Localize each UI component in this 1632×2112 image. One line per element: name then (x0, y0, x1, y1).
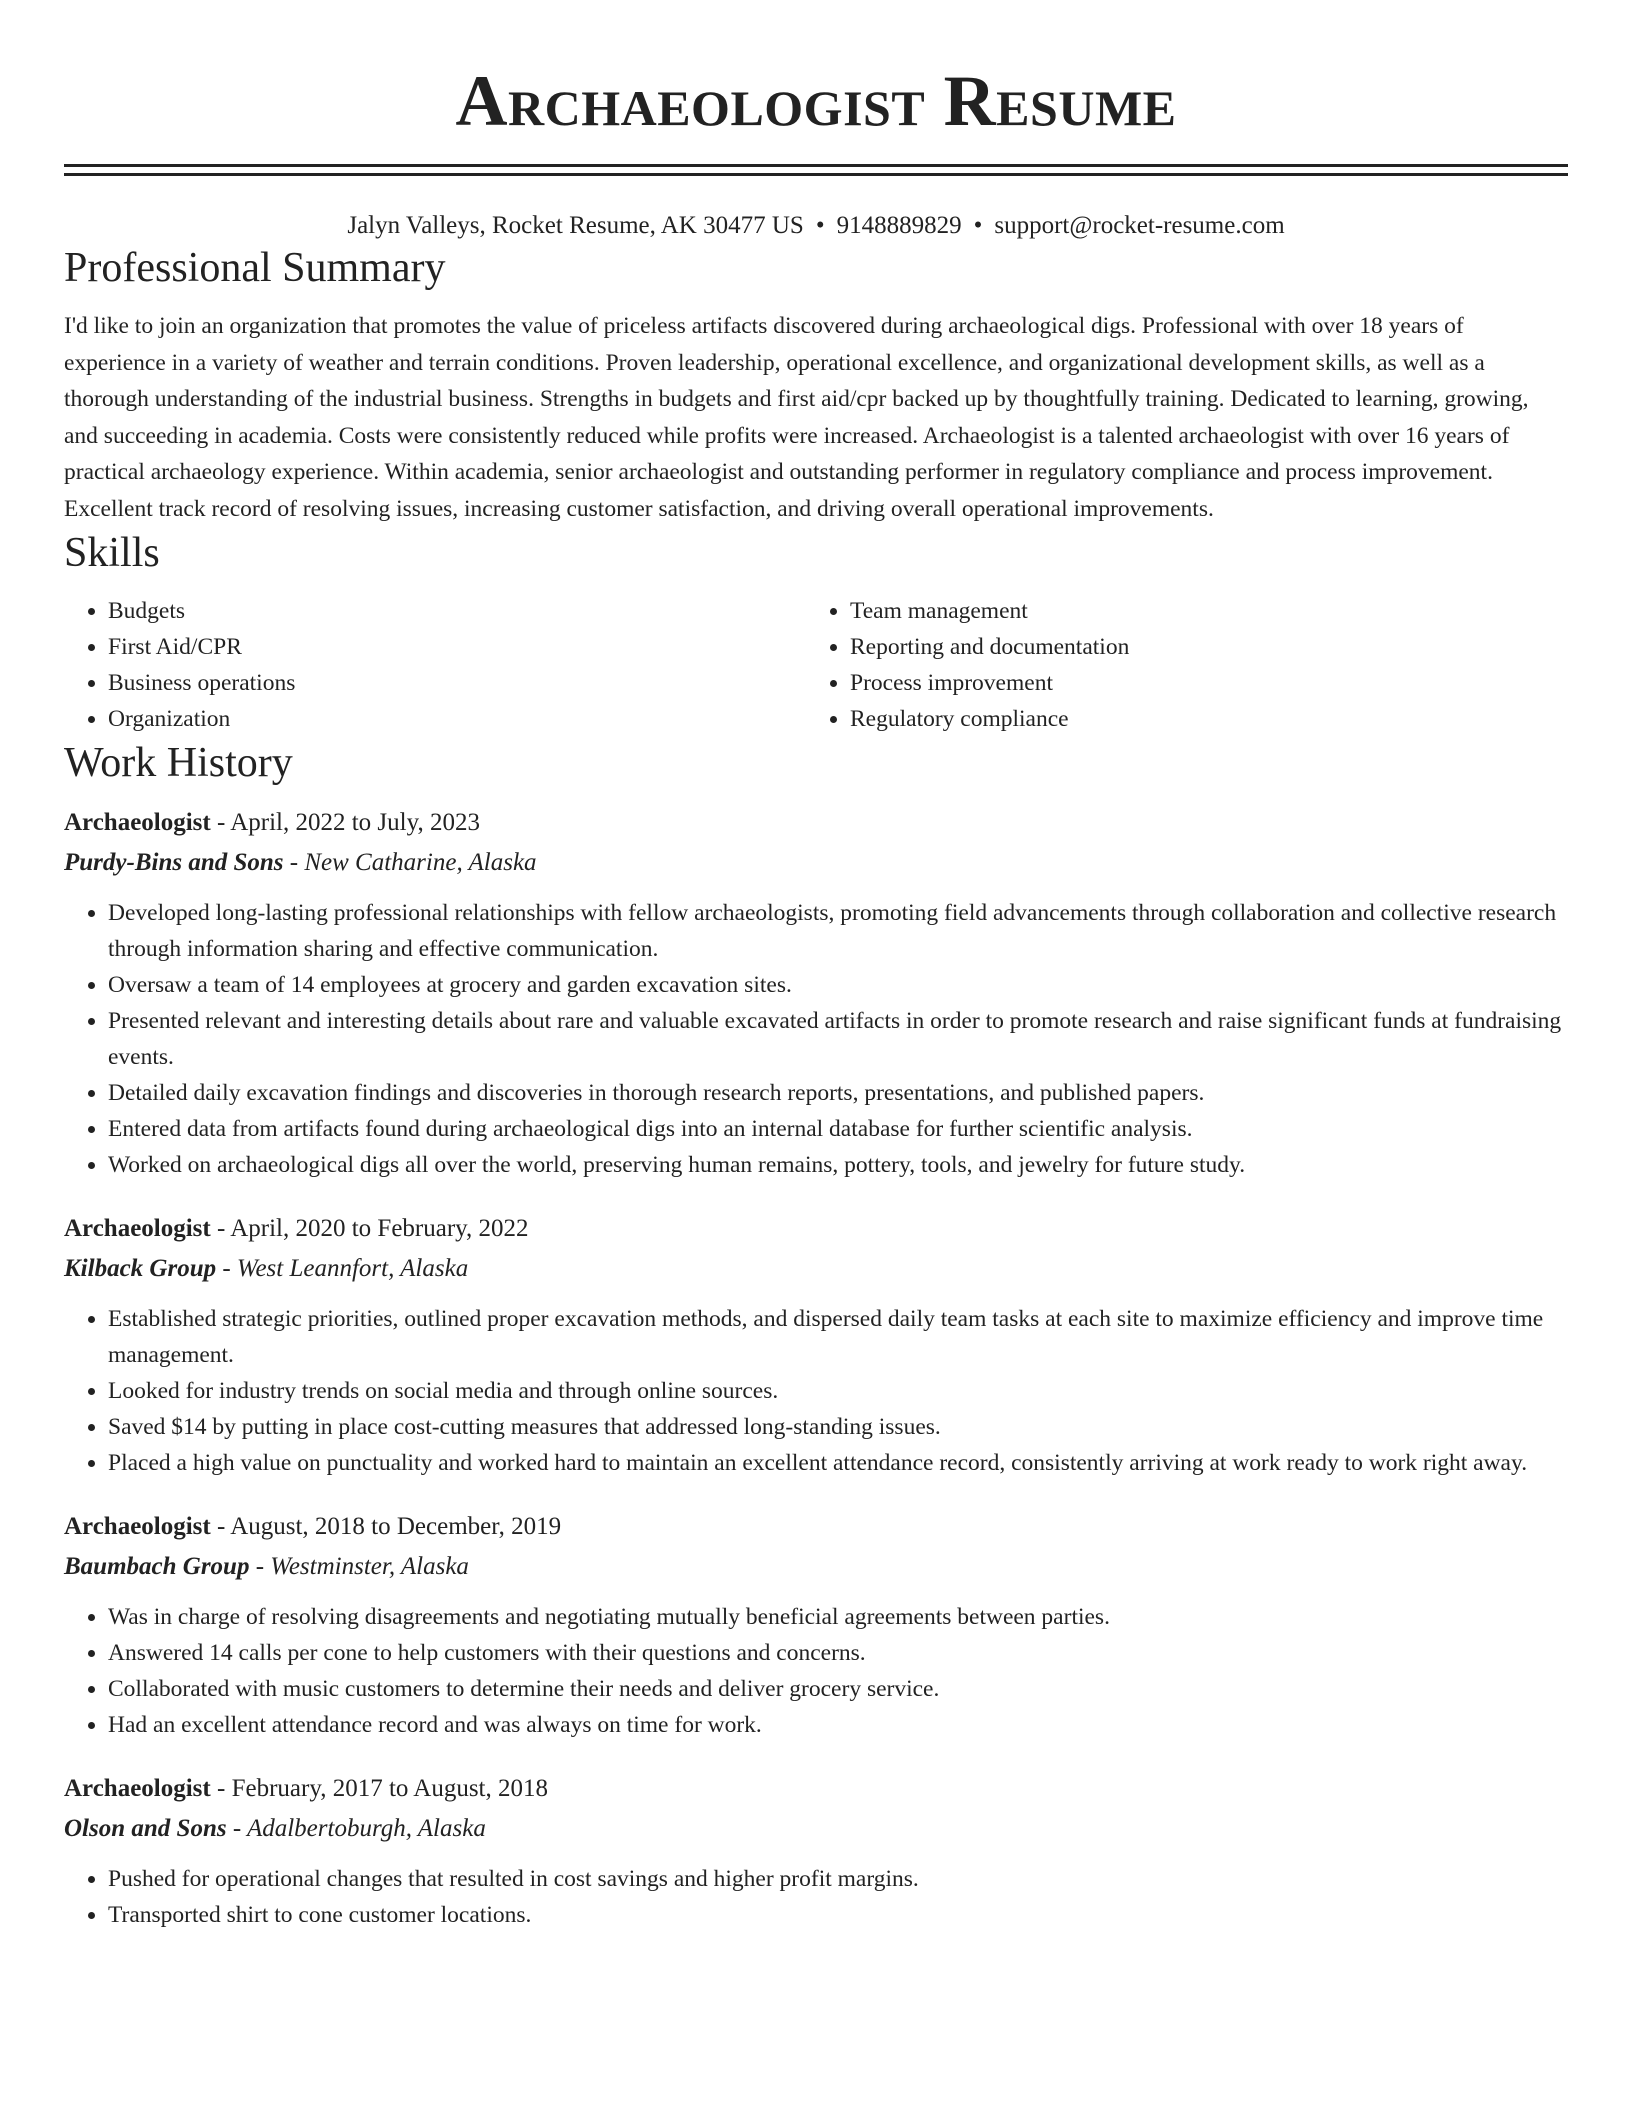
job-bullets (64, 1301, 1568, 1481)
job-bullet: • Had an excellent attendance record and was always on time for work. (108, 1707, 1568, 1743)
work-history-heading: Work History (64, 740, 293, 786)
skill-item: • Budgets (108, 593, 806, 629)
job-company-line (64, 1547, 1568, 1587)
job-dates: - April, 2022 to July, 2023 (210, 809, 480, 836)
job-bullet: • Collaborated with music customers to determine their needs and deliver grocery service. (108, 1671, 1568, 1707)
job-bullet: • Placed a high value on punctuality and worked hard to maintain an excellent attendance record, consistently arriving at work ready to work right away. (108, 1445, 1568, 1481)
skills-list (64, 593, 1568, 737)
job-bullet: • Worked on archaeological digs all over the world, preserving human remains, pottery, tools, and jewelry for future study. (108, 1147, 1568, 1183)
job-dates: - April, 2020 to February, 2022 (210, 1215, 529, 1242)
skill-item: • Reporting and documentation (850, 629, 1548, 665)
skill-item: • First Aid/CPR (108, 629, 806, 665)
job-company: Purdy-Bins and Sons (64, 849, 284, 876)
job-dates: - August, 2018 to December, 2019 (210, 1513, 562, 1540)
job-company: Kilback Group (64, 1255, 217, 1282)
job-dates: - February, 2017 to August, 2018 (210, 1775, 548, 1802)
job-bullet: • Developed long-lasting professional relationships with fellow archaeologists, promoting field advancements through collaboration and collective research through information sharing and effective communication. (108, 895, 1568, 967)
job-company: Baumbach Group (64, 1553, 250, 1580)
skill-item: • Process improvement (850, 665, 1548, 701)
job-role: Archaeologist (64, 1513, 211, 1540)
skills-column-left (64, 593, 806, 737)
summary-text: I'd like to join an organization that promotes the value of priceless artifacts discovered during archaeological digs. Professional with over 18 years of experience in a variety of weather and terrain conditions. Proven leadership, operational excellence, and organizational development skills, as well as a thorough understanding of the industrial business. Strengths in budgets and first aid/cpr backed up by thoughtfully training. Dedicated to learning, growing, and succeeding in academia. Costs were consistently reduced while profits were increased. Archaeologist is a talented archaeologist with over 16 years of practical archaeology experience. Within academia, senior archaeologist and outstanding performer in regulatory compliance and process improvement. Excellent track record of resolving issues, increasing customer satisfaction, and driving overall operational improvements. (64, 313, 1529, 522)
job-company-line (64, 1809, 1568, 1849)
job-bullet: • Detailed daily excavation findings and discoveries in thorough research reports, presentations, and published papers. (108, 1075, 1568, 1111)
contact-phone: 9148889829 (836, 212, 962, 239)
job-company-line (64, 843, 1568, 883)
job-bullet: • Presented relevant and interesting details about rare and valuable excavated artifacts in order to promote research and raise significant funds at fundraising events. (108, 1003, 1568, 1075)
job-bullet: • Transported shirt to cone customer locations. (108, 1897, 1568, 1933)
job-location: - Westminster, Alaska (249, 1553, 469, 1580)
skill-item: • Organization (108, 701, 806, 737)
contact-address: Jalyn Valleys, Rocket Resume, AK 30477 US (347, 212, 804, 239)
job-bullet: • Looked for industry trends on social media and through online sources. (108, 1373, 1568, 1409)
job-bullet: • Was in charge of resolving disagreements and negotiating mutually beneficial agreements between parties. (108, 1599, 1568, 1635)
job-role: Archaeologist (64, 809, 211, 836)
job-bullet: • Entered data from artifacts found during archaeological digs into an internal database for further scientific analysis. (108, 1111, 1568, 1147)
job-title-line (64, 1507, 1568, 1547)
contact-line (64, 210, 1568, 242)
job-company-line (64, 1249, 1568, 1289)
contact-separator: • (973, 212, 983, 239)
job-company: Olson and Sons (64, 1815, 227, 1842)
job-entry (64, 1769, 1568, 1933)
title-divider-bottom (64, 173, 1568, 176)
job-location: - Adalbertoburgh, Alaska (226, 1815, 486, 1842)
job-entry (64, 1507, 1568, 1743)
job-bullet: • Established strategic priorities, outlined proper excavation methods, and dispersed daily team tasks at each site to maximize efficiency and improve time management. (108, 1301, 1568, 1373)
title-divider-top (64, 164, 1568, 167)
job-entry (64, 803, 1568, 1183)
resume-title: Archaeologist Resume (455, 61, 1177, 141)
job-title-line (64, 1209, 1568, 1249)
job-bullet: • Answered 14 calls per cone to help customers with their questions and concerns. (108, 1635, 1568, 1671)
job-location: - New Catharine, Alaska (283, 849, 537, 876)
contact-email: support@rocket-resume.com (994, 212, 1285, 239)
job-location: - West Leannfort, Alaska (216, 1255, 469, 1282)
job-bullets (64, 1599, 1568, 1743)
job-bullets (64, 1861, 1568, 1933)
job-title-line (64, 1769, 1568, 1809)
job-bullet: • Saved $14 by putting in place cost-cutting measures that addressed long-standing issues. (108, 1409, 1568, 1445)
job-bullets (64, 895, 1568, 1183)
job-role: Archaeologist (64, 1775, 211, 1802)
skills-heading: Skills (64, 530, 160, 576)
summary-heading: Professional Summary (64, 245, 446, 291)
skill-item: • Business operations (108, 665, 806, 701)
skill-item: • Team management (850, 593, 1548, 629)
job-bullet: • Oversaw a team of 14 employees at grocery and garden excavation sites. (108, 967, 1568, 1003)
job-role: Archaeologist (64, 1215, 211, 1242)
job-title-line (64, 803, 1568, 843)
job-entry (64, 1209, 1568, 1481)
job-bullet: • Pushed for operational changes that resulted in cost savings and higher profit margins. (108, 1861, 1568, 1897)
contact-separator: • (815, 212, 825, 239)
skill-item: • Regulatory compliance (850, 701, 1548, 737)
skills-column-right (806, 593, 1548, 737)
